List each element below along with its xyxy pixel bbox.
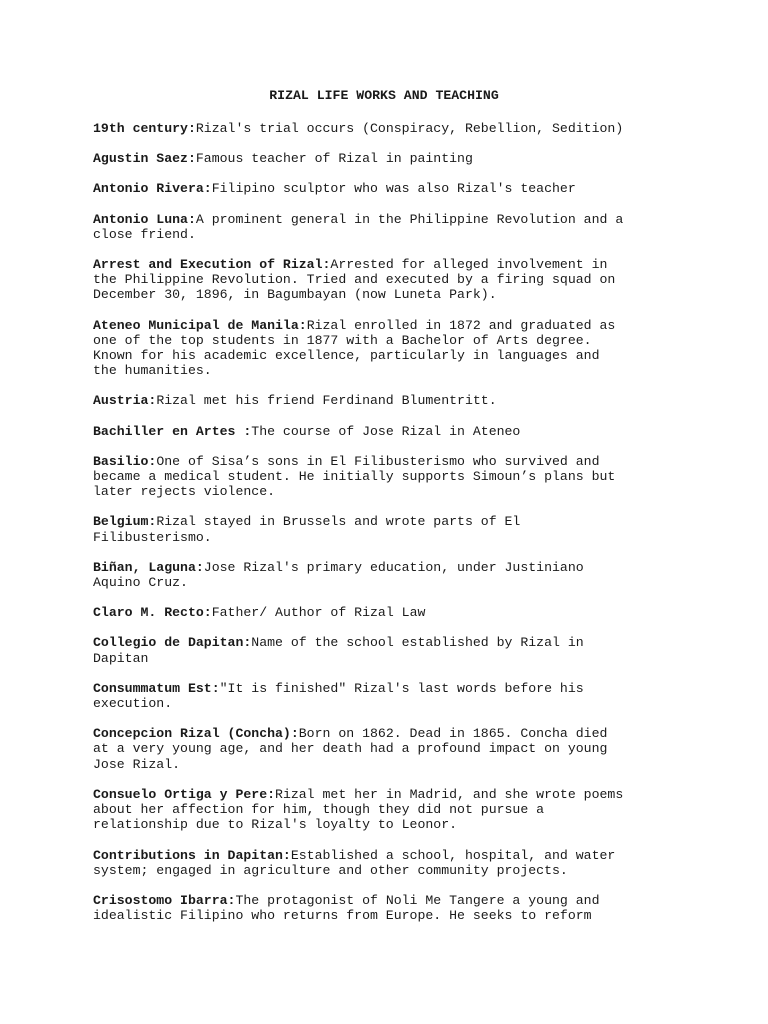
entry-line: [93, 817, 683, 832]
entry-line: [93, 635, 683, 650]
entry-line: [93, 757, 683, 772]
entry-term: 19th century:: [93, 121, 196, 136]
entry-definition: Rizal met her in Madrid, and she wrote poems: [275, 786, 624, 802]
glossary-entry: [93, 424, 683, 439]
entry-line: [93, 726, 683, 741]
entry-definition: Rizal stayed in Brussels and wrote parts of El: [156, 514, 521, 530]
entry-definition: The course of Jose Rizal in Ateneo: [251, 423, 521, 439]
entry-line: [93, 424, 683, 439]
entry-line: [93, 227, 683, 242]
entry-definition: Name of the school established by Rizal in: [251, 635, 584, 651]
entry-definition: became a medical student. He initially supports Simoun’s plans but: [93, 469, 616, 485]
entry-line: [93, 469, 683, 484]
glossary-entry: [93, 514, 683, 544]
entry-definition: Rizal met his friend Ferdinand Blumentritt.: [156, 393, 497, 409]
entry-line: [93, 151, 683, 166]
entry-term: Ateneo Municipal de Manila:: [93, 317, 307, 333]
entry-term: Antonio Luna:: [93, 211, 196, 227]
entry-definition: Filipino sculptor who was also Rizal's teacher: [211, 181, 576, 197]
entry-definition: Rizal's trial occurs (Conspiracy, Rebellion, Sedition): [195, 121, 624, 136]
entry-line: [93, 333, 683, 348]
entry-definition: at a very young age, and her death had a profound impact on young: [93, 741, 608, 757]
entry-line: [93, 393, 683, 408]
entry-definition: Filibusterismo.: [93, 529, 212, 545]
glossary-entry: [93, 893, 683, 923]
entry-term: Agustin Saez:: [93, 151, 196, 167]
entry-definition: Born on 1862. Dead in 1865. Concha died: [298, 726, 608, 742]
entry-definition: "It is finished" Rizal's last words before his: [219, 680, 584, 696]
glossary-entry: [93, 605, 683, 620]
glossary-list: [93, 121, 683, 938]
entry-definition: one of the top students in 1877 with a Bachelor of Arts degree.: [93, 332, 592, 348]
entry-definition: Established a school, hospital, and water: [290, 847, 616, 863]
entry-line: [93, 287, 683, 302]
entry-definition: Famous teacher of Rizal in painting: [195, 151, 473, 167]
document-title: RIZAL LIFE WORKS AND TEACHING: [269, 88, 499, 103]
entry-line: [93, 530, 683, 545]
entry-definition: December 30, 1896, in Bagumbayan (now Luneta Park).: [93, 287, 497, 303]
entry-line: [93, 848, 683, 863]
entry-line: [93, 318, 683, 333]
entry-definition: execution.: [93, 696, 173, 712]
entry-line: [93, 651, 683, 666]
entry-line: [93, 121, 683, 136]
entry-line: [93, 605, 683, 620]
entry-line: [93, 908, 683, 923]
entry-term: Antonio Rivera:: [93, 181, 212, 197]
entry-definition: The protagonist of Noli Me Tangere a young and: [235, 892, 600, 908]
entry-line: [93, 802, 683, 817]
entry-definition: A prominent general in the Philippine Revolution and a: [195, 211, 624, 227]
glossary-entry: [93, 635, 683, 665]
entry-definition: close friend.: [93, 226, 196, 242]
entry-definition: Dapitan: [93, 650, 149, 666]
glossary-entry: [93, 151, 683, 166]
entry-term: Belgium:: [93, 514, 157, 530]
entry-term: Claro M. Recto:: [93, 605, 212, 621]
entry-term: Crisostomo Ibarra:: [93, 892, 236, 908]
entry-line: [93, 181, 683, 196]
entry-line: [93, 514, 683, 529]
glossary-entry: [93, 318, 683, 379]
glossary-entry: [93, 212, 683, 242]
entry-definition: the humanities.: [93, 363, 212, 379]
entry-line: [93, 454, 683, 469]
glossary-entry: [93, 787, 683, 833]
entry-line: [93, 893, 683, 908]
entry-term: Consummatum Est:: [93, 680, 220, 696]
glossary-entry: [93, 681, 683, 711]
entry-definition: One of Sisa’s sons in El Filibusterismo who survived and: [156, 453, 600, 469]
glossary-entry: [93, 257, 683, 303]
entry-term: Contributions in Dapitan:: [93, 847, 291, 863]
glossary-entry: [93, 393, 683, 408]
entry-definition: about her affection for him, though they did not pursue a: [93, 802, 545, 818]
glossary-entry: [93, 181, 683, 196]
entry-line: [93, 560, 683, 575]
entry-line: [93, 484, 683, 499]
entry-definition: Rizal enrolled in 1872 and graduated as: [306, 317, 616, 333]
entry-term: Basilio:: [93, 453, 157, 469]
entry-line: [93, 681, 683, 696]
entry-line: [93, 363, 683, 378]
entry-line: [93, 787, 683, 802]
entry-definition: Aquino Cruz.: [93, 575, 188, 591]
entry-term: Concepcion Rizal (Concha):: [93, 726, 299, 742]
glossary-entry: [93, 726, 683, 772]
entry-definition: Jose Rizal's primary education, under Justiniano: [203, 559, 584, 575]
glossary-entry: [93, 560, 683, 590]
entry-definition: idealistic Filipino who returns from Europe. He seeks to reform: [93, 908, 592, 924]
entry-line: [93, 257, 683, 272]
entry-definition: later rejects violence.: [93, 484, 276, 500]
entry-definition: system; engaged in agriculture and other community projects.: [93, 862, 568, 878]
entry-term: Consuelo Ortiga y Pere:: [93, 786, 276, 802]
entry-definition: Jose Rizal.: [93, 756, 181, 772]
entry-definition: Father/ Author of Rizal Law: [211, 605, 426, 621]
glossary-entry: [93, 454, 683, 500]
entry-definition: Arrested for alleged involvement in: [330, 257, 608, 273]
entry-term: Arrest and Execution of Rizal:: [93, 257, 331, 273]
entry-line: [93, 741, 683, 756]
entry-line: [93, 348, 683, 363]
entry-definition: relationship due to Rizal's loyalty to Leonor.: [93, 817, 458, 833]
glossary-entry: [93, 121, 683, 136]
entry-line: [93, 575, 683, 590]
entry-definition: the Philippine Revolution. Tried and executed by a firing squad on: [93, 272, 616, 288]
glossary-entry: [93, 848, 683, 878]
entry-term: Austria:: [93, 393, 157, 409]
entry-line: [93, 272, 683, 287]
entry-line: [93, 696, 683, 711]
entry-term: Collegio de Dapitan:: [93, 635, 252, 651]
entry-definition: Known for his academic excellence, particularly in languages and: [93, 348, 600, 364]
entry-line: [93, 212, 683, 227]
entry-term: Biñan, Laguna:: [93, 559, 204, 575]
entry-term: Bachiller en Artes :: [93, 423, 252, 439]
entry-line: [93, 863, 683, 878]
